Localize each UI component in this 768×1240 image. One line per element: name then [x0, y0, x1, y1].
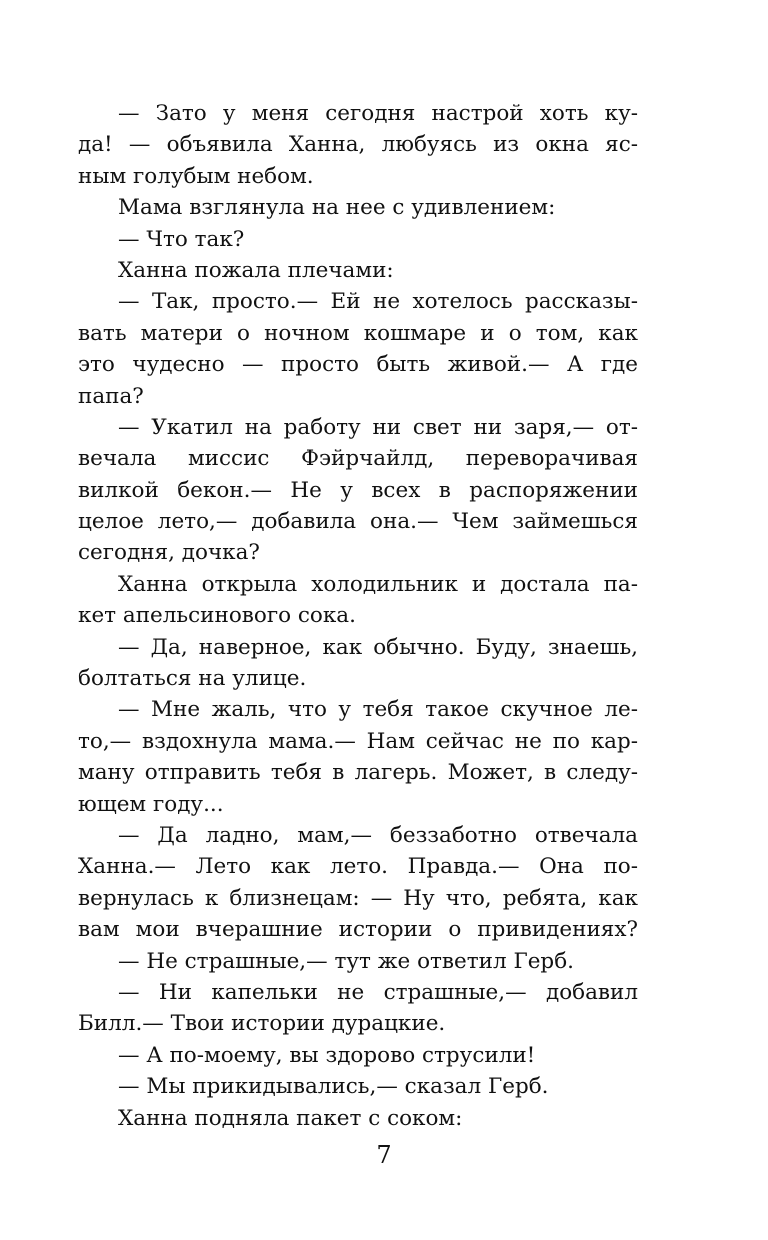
- text-line: папа?: [78, 383, 144, 409]
- text-line: — А по-моему, вы здорово струсили!: [118, 1042, 536, 1068]
- text-line: ману отправить тебя в лагерь. Может, в следу-: [78, 760, 638, 786]
- text-line: Ханна пожала плечами:: [118, 257, 394, 283]
- book-page-text: [78, 98, 638, 1134]
- text-line: ным голубым небом.: [78, 163, 314, 189]
- text-line: это чудесно — просто быть живой.— А где: [78, 352, 638, 378]
- text-line: вечала миссис Фэйрчайлд, переворачивая: [78, 446, 638, 472]
- text-line: кет апельсинового сока.: [78, 603, 356, 629]
- page-number: 7: [376, 1141, 392, 1169]
- text-line: — Не страшные,— тут же ответил Герб.: [118, 948, 574, 974]
- text-line: вам мои вчерашние истории о привидениях?: [78, 917, 638, 943]
- text-line: — Мы прикидывались,— сказал Герб.: [118, 1074, 549, 1100]
- text-line: то,— вздохнула мама.— Нам сейчас не по кар-: [78, 728, 638, 754]
- text-line: вернулась к близнецам: — Ну что, ребята, как: [78, 885, 638, 911]
- text-line: — Ни капельки не страшные,— добавил: [118, 979, 638, 1005]
- text-line: Билл.— Твои истории дурацкие.: [78, 1011, 446, 1037]
- text-line: — Да, наверное, как обычно. Буду, знаешь,: [118, 634, 638, 660]
- text-line: ющем году...: [78, 791, 224, 817]
- text-line: — Укатил на работу ни свет ни заря,— от-: [118, 414, 638, 440]
- text-line: болтаться на улице.: [78, 666, 307, 692]
- text-line: — Так, просто.— Ей не хотелось рассказы-: [118, 289, 638, 315]
- text-line: вилкой бекон.— Не у всех в распоряжении: [78, 477, 638, 503]
- text-line: вать матери о ночном кошмаре и о том, как: [78, 320, 638, 346]
- text-line: — Да ладно, мам,— беззаботно отвечала: [118, 822, 638, 848]
- text-line: — Мне жаль, что у тебя такое скучное ле-: [118, 697, 638, 723]
- text-line: целое лето,— добавила она.— Чем займешься: [78, 509, 638, 535]
- text-line: Ханна открыла холодильник и достала па-: [118, 571, 638, 597]
- text-line: да! — объявила Ханна, любуясь из окна яс-: [78, 132, 638, 158]
- text-line: сегодня, дочка?: [78, 540, 260, 566]
- text-line: Ханна подняла пакет с соком:: [118, 1105, 463, 1131]
- text-line: — Зато у меня сегодня настрой хоть ку-: [118, 101, 638, 126]
- text-line: Ханна.— Лето как лето. Правда.— Она по-: [78, 854, 638, 880]
- text-line: Мама взглянула на нее с удивлением:: [118, 195, 556, 221]
- text-line: — Что так?: [118, 226, 245, 252]
